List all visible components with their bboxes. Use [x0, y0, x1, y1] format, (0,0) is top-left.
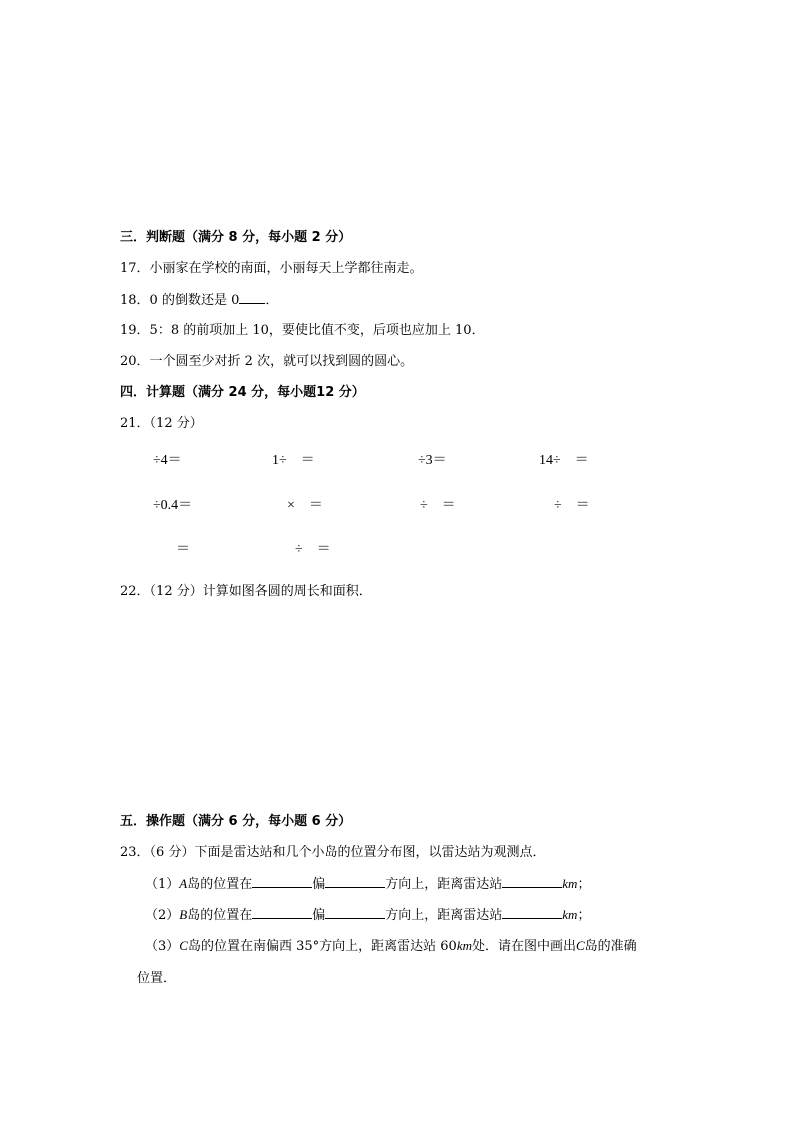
calc-item: ÷ ＝ — [420, 498, 456, 513]
answer-blank[interactable] — [325, 906, 385, 919]
question-23-1 — [145, 875, 590, 894]
sub-text: 岛的位置在 — [187, 877, 253, 892]
answer-blank[interactable] — [502, 906, 562, 919]
sub-number: （2） — [145, 908, 180, 923]
sub-text: ； — [577, 877, 591, 892]
section5-heading: 五．操作题（满分 6 分，每小题 6 分） — [120, 814, 352, 829]
answer-blank[interactable] — [239, 291, 265, 304]
answer-blank[interactable] — [502, 875, 562, 888]
answer-blank[interactable] — [252, 875, 312, 888]
section3-heading: 三．判断题（满分 8 分，每小题 2 分） — [120, 230, 352, 245]
question-22: 22．（12 分）计算如图各圆的周长和面积． — [120, 584, 372, 599]
question-18-suffix: ． — [265, 293, 279, 308]
island-letter: B — [179, 907, 188, 922]
unit: km — [562, 907, 578, 922]
calc-item: 1÷ ＝ — [272, 453, 315, 468]
sub-text: 岛的位置在南偏西 35°方向上，距离雷达站 60 — [187, 939, 457, 954]
question-23-3 — [145, 937, 637, 956]
calc-item: × ＝ — [287, 498, 323, 513]
island-letter: A — [179, 876, 188, 891]
calc-item: ＝ — [176, 542, 190, 557]
unit: km — [456, 938, 472, 953]
sub-text: 岛的准确 — [584, 939, 637, 954]
sub-number: （3） — [145, 939, 180, 954]
question-20: 20．一个圆至少对折 2 次，就可以找到圆的圆心。 — [120, 354, 414, 369]
sub-text: ； — [577, 908, 591, 923]
sub-text: 处．请在图中画出 — [471, 939, 576, 954]
calc-item: ÷4＝ — [153, 453, 182, 468]
answer-blank[interactable] — [252, 906, 312, 919]
calc-item: ÷0.4＝ — [153, 498, 193, 513]
unit: km — [562, 876, 578, 891]
section4-heading: 四．计算题（满分 24 分，每小题12 分） — [120, 385, 365, 400]
island-letter: C — [576, 938, 585, 953]
answer-blank[interactable] — [325, 875, 385, 888]
question-18 — [120, 291, 278, 310]
question-19: 19．5：8 的前项加上 10，要使比值不变，后项也应加上 10． — [120, 323, 485, 338]
sub-number: （1） — [145, 877, 180, 892]
calc-item: 14÷ ＝ — [539, 453, 589, 468]
question-23-2 — [145, 906, 590, 925]
sub-text: 岛的位置在 — [187, 908, 253, 923]
sub-text: 偏 — [312, 877, 326, 892]
question-17: 17．小丽家在学校的南面，小丽每天上学都往南走。 — [120, 261, 423, 276]
sub-text: 方向上，距离雷达站 — [385, 908, 503, 923]
calc-item: ÷3＝ — [418, 453, 447, 468]
calc-item: ÷ ＝ — [554, 498, 590, 513]
question-21: 21．（12 分） — [120, 416, 203, 431]
question-23-3-continued: 位置． — [137, 971, 177, 986]
question-23: 23．（6 分）下面是雷达站和几个小岛的位置分布图，以雷达站为观测点． — [120, 845, 546, 860]
sub-text: 方向上，距离雷达站 — [385, 877, 503, 892]
question-18-text: 18．0 的倒数还是 0 — [120, 293, 240, 308]
sub-text: 偏 — [312, 908, 326, 923]
calc-item: ÷ ＝ — [295, 542, 331, 557]
island-letter: C — [179, 938, 188, 953]
